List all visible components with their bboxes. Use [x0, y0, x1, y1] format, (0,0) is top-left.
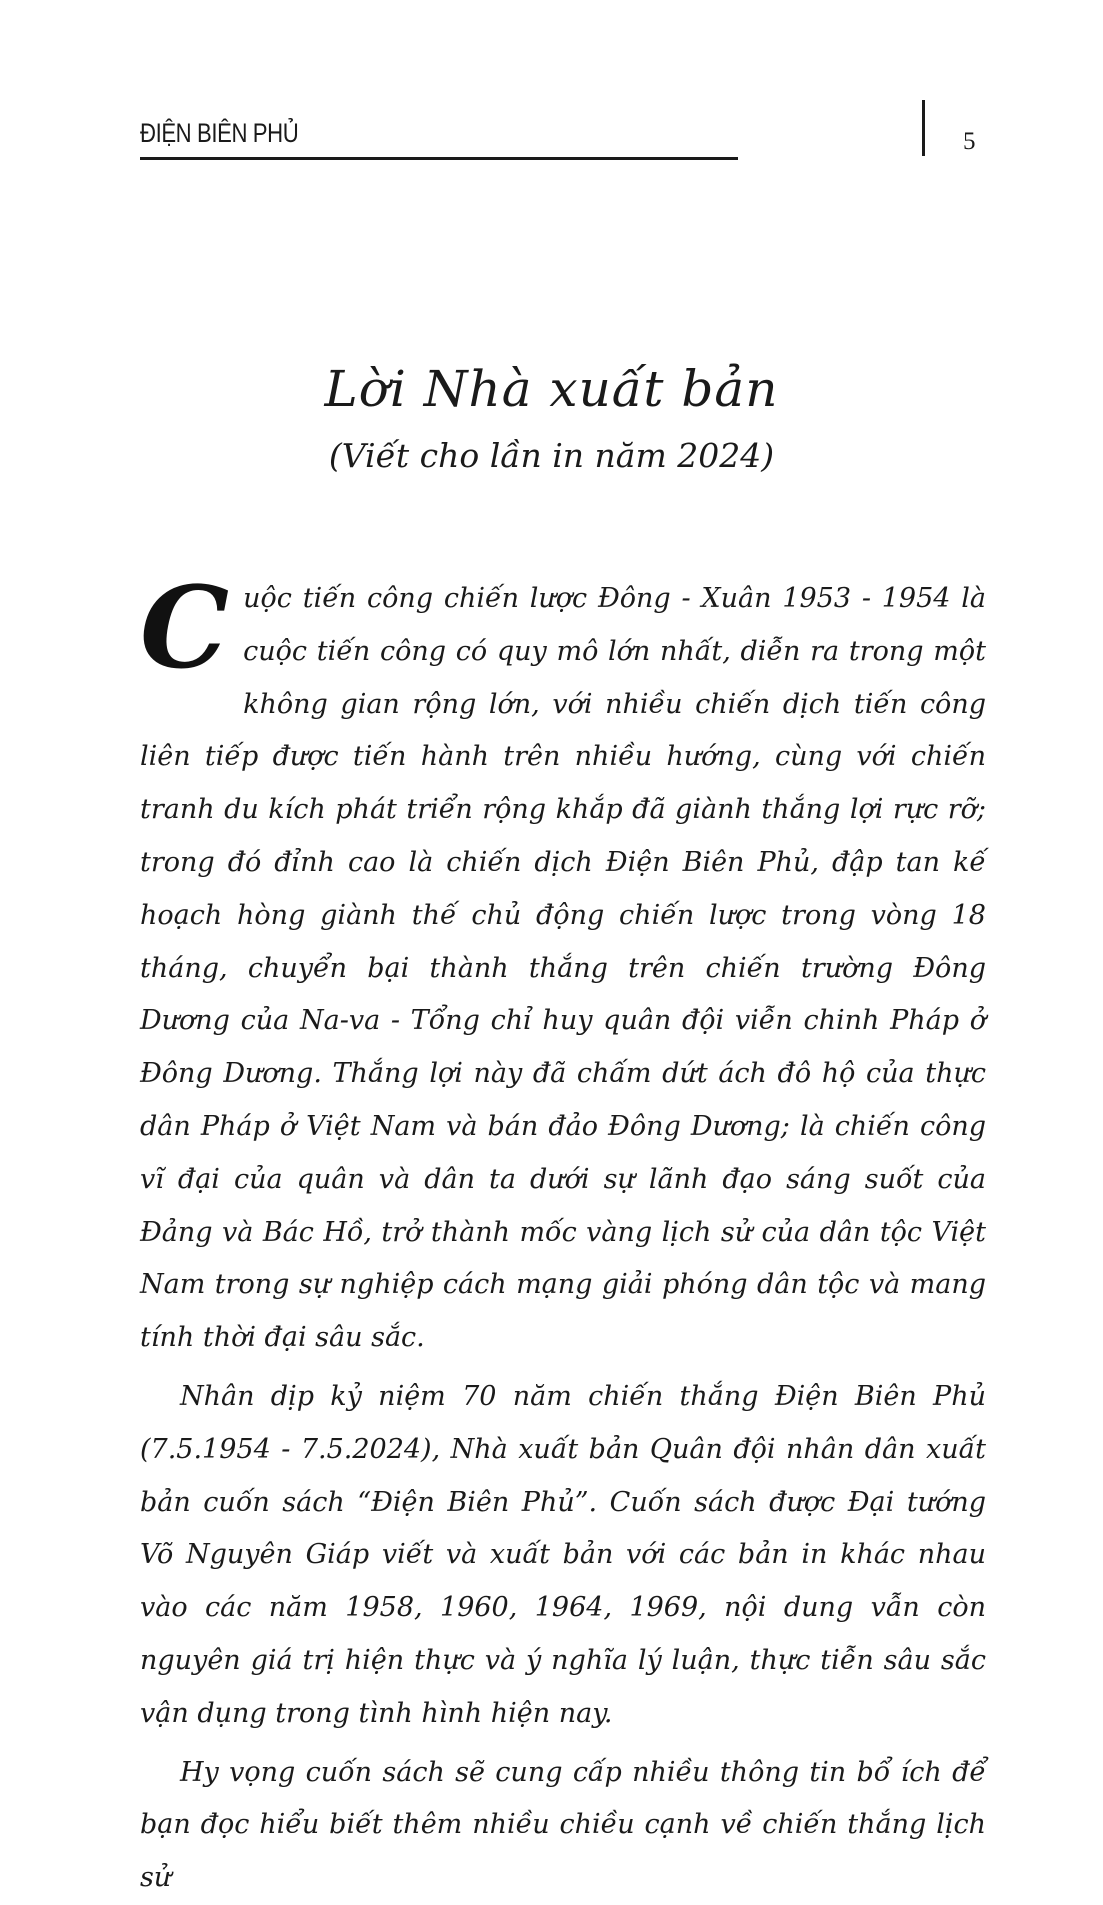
body-text: [140, 563, 986, 1905]
header-divider: [922, 100, 925, 156]
drop-cap: C: [140, 563, 230, 694]
paragraph-3: Hy vọng cuốn sách sẽ cung cấp nhiều thông tin bổ ích để bạn đọc hiểu biết thêm nhiều chiều cạnh về chiến thắng lịch sử: [140, 1756, 986, 1894]
running-head-title: ĐIỆN BIÊN PHỦ: [140, 118, 299, 148]
paragraph-1: [140, 563, 986, 1365]
header-rule: [140, 157, 738, 160]
page-title: Lời Nhà xuất bản: [324, 360, 779, 418]
page-number: 5: [963, 128, 976, 155]
paragraph-2: Nhân dịp kỷ niệm 70 năm chiến thắng Điện Biên Phủ (7.5.1954 - 7.5.2024), Nhà xuất bản Quân đội nhân dân xuất bản cuốn sách “Điện Biên Phủ”. Cuốn sách được Đại tướng Võ Nguyên Giáp viết và xuất bản với các bản in khác nhau vào các năm 1958, 1960, 1964, 1969, nội dung vẫn còn nguyên giá trị hiện thực và ý nghĩa lý luận, thực tiễn sâu sắc vận dụng trong tình hình hiện nay.: [140, 1380, 986, 1729]
page-subtitle: (Viết cho lần in năm 2024): [328, 436, 775, 475]
paragraph-1-text: uộc tiến công chiến lược Đông - Xuân 1953 - 1954 là cuộc tiến công có quy mô lớn nhất, diễn ra trong một không gian rộng lớn, với nhiều chiến dịch tiến công liên tiếp được tiến hành trên nhiều hướng, cùng với chiến tranh du kích phát triển rộng khắp đã giành thắng lợi rực rỡ; trong đó đỉnh cao là chiến dịch Điện Biên Phủ, đập tan kế hoạch hòng giành thế chủ động chiến lược trong vòng 18 tháng, chuyển bại thành thắng trên chiến trường Đông Dương của Na-va - Tổng chỉ huy quân đội viễn chinh Pháp ở Đông Dương. Thắng lợi này đã chấm dứt ách đô hộ của thực dân Pháp ở Việt Nam và bán đảo Đông Dương; là chiến công vĩ đại của quân và dân ta dưới sự lãnh đạo sáng suốt của Đảng và Bác Hồ, trở thành mốc vàng lịch sử của dân tộc Việt Nam trong sự nghiệp cách mạng giải phóng dân tộc và mang tính thời đại sâu sắc.: [140, 583, 986, 1354]
